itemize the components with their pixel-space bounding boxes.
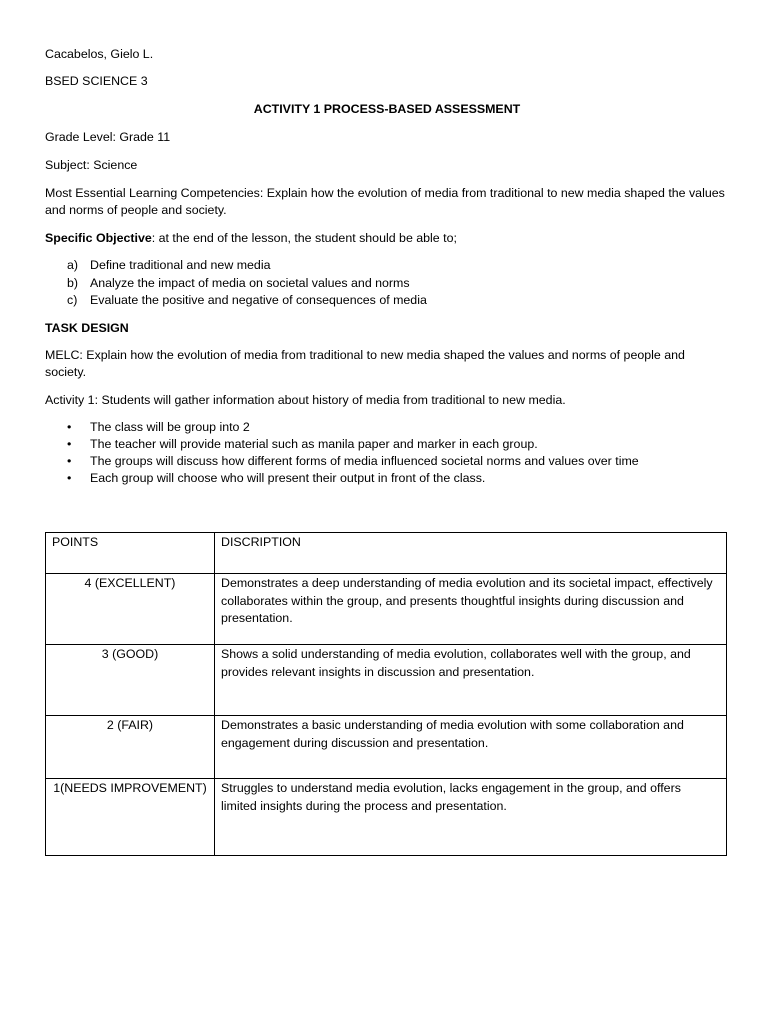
melc-intro: Most Essential Learning Competencies: Explain how the evolution of media from traditional to new media shaped the values and norms of people and society. [45, 186, 725, 217]
activity-step-text: Each group will choose who will present their output in front of the class. [90, 470, 486, 485]
rubric-table [45, 532, 727, 856]
activity-step-text: The groups will discuss how different forms of media influenced societal norms and values over time [90, 453, 639, 468]
rubric-description-cell: Shows a solid understanding of media evolution, collaborates well with the group, and provides relevant insights in discussion and presentation. [215, 645, 727, 716]
rubric-points-cell: 3 (GOOD) [46, 645, 215, 716]
objective-marker: b) [67, 275, 79, 290]
rubric-header-description: DISCRIPTION [215, 533, 727, 574]
activity-step [45, 470, 729, 487]
activity-step [45, 453, 729, 470]
rubric-row [46, 779, 727, 856]
grade-level: Grade Level: Grade 11 [45, 130, 171, 144]
bullet-icon: • [67, 453, 72, 468]
bullet-icon: • [67, 470, 72, 485]
student-name: Cacabelos, Gielo L. [45, 47, 154, 61]
task-melc: MELC: Explain how the evolution of media from traditional to new media shaped the values and norms of people and society. [45, 347, 685, 379]
activity-description: Activity 1: Students will gather information about history of media from traditional to new media. [45, 392, 566, 407]
objective-item [45, 257, 729, 275]
activity-steps-list [45, 419, 729, 487]
specific-objective-label: Specific Objective [45, 231, 152, 245]
objective-text: Analyze the impact of media on societal values and norms [90, 275, 410, 290]
activity-step-text: The class will be group into 2 [90, 419, 250, 434]
course-label: BSED SCIENCE 3 [45, 74, 148, 88]
task-design-heading: TASK DESIGN [45, 320, 129, 335]
bullet-icon: • [67, 436, 72, 451]
rubric-points-cell: 4 (EXCELLENT) [46, 574, 215, 645]
specific-objective-text: : at the end of the lesson, the student should be able to; [151, 231, 457, 245]
objective-marker: a) [67, 258, 79, 272]
specific-objective [45, 230, 729, 247]
activity-step-text: The teacher will provide material such as manila paper and marker in each group. [90, 436, 538, 451]
rubric-points-cell: 2 (FAIR) [46, 716, 215, 779]
document-title: ACTIVITY 1 PROCESS-BASED ASSESSMENT [253, 102, 521, 116]
document-page [45, 46, 729, 487]
rubric-points-cell: 1(NEEDS IMPROVEMENT) [46, 779, 215, 856]
objective-item [45, 292, 729, 310]
objective-item [45, 275, 729, 293]
subject-label: Subject: Science [45, 158, 138, 172]
rubric-description-cell: Demonstrates a deep understanding of media evolution and its societal impact, effectively collaborates within the group, and presents thoughtful insights during discussion and presentation. [215, 574, 727, 645]
rubric-header-row [46, 533, 727, 574]
objectives-list [45, 257, 729, 310]
activity-step [45, 419, 729, 436]
rubric-row [46, 574, 727, 645]
objective-marker: c) [67, 293, 78, 307]
bullet-icon: • [67, 419, 72, 434]
objective-text: Evaluate the positive and negative of consequences of media [90, 293, 427, 307]
rubric-row [46, 716, 727, 779]
rubric-description-cell: Demonstrates a basic understanding of media evolution with some collaboration and engagement during discussion and presentation. [215, 716, 727, 779]
rubric-header-points: POINTS [46, 533, 215, 574]
rubric-row [46, 645, 727, 716]
objective-text: Define traditional and new media [90, 258, 271, 272]
rubric-description-cell: Struggles to understand media evolution, lacks engagement in the group, and offers limited insights during the process and presentation. [215, 779, 727, 856]
activity-step [45, 436, 729, 453]
